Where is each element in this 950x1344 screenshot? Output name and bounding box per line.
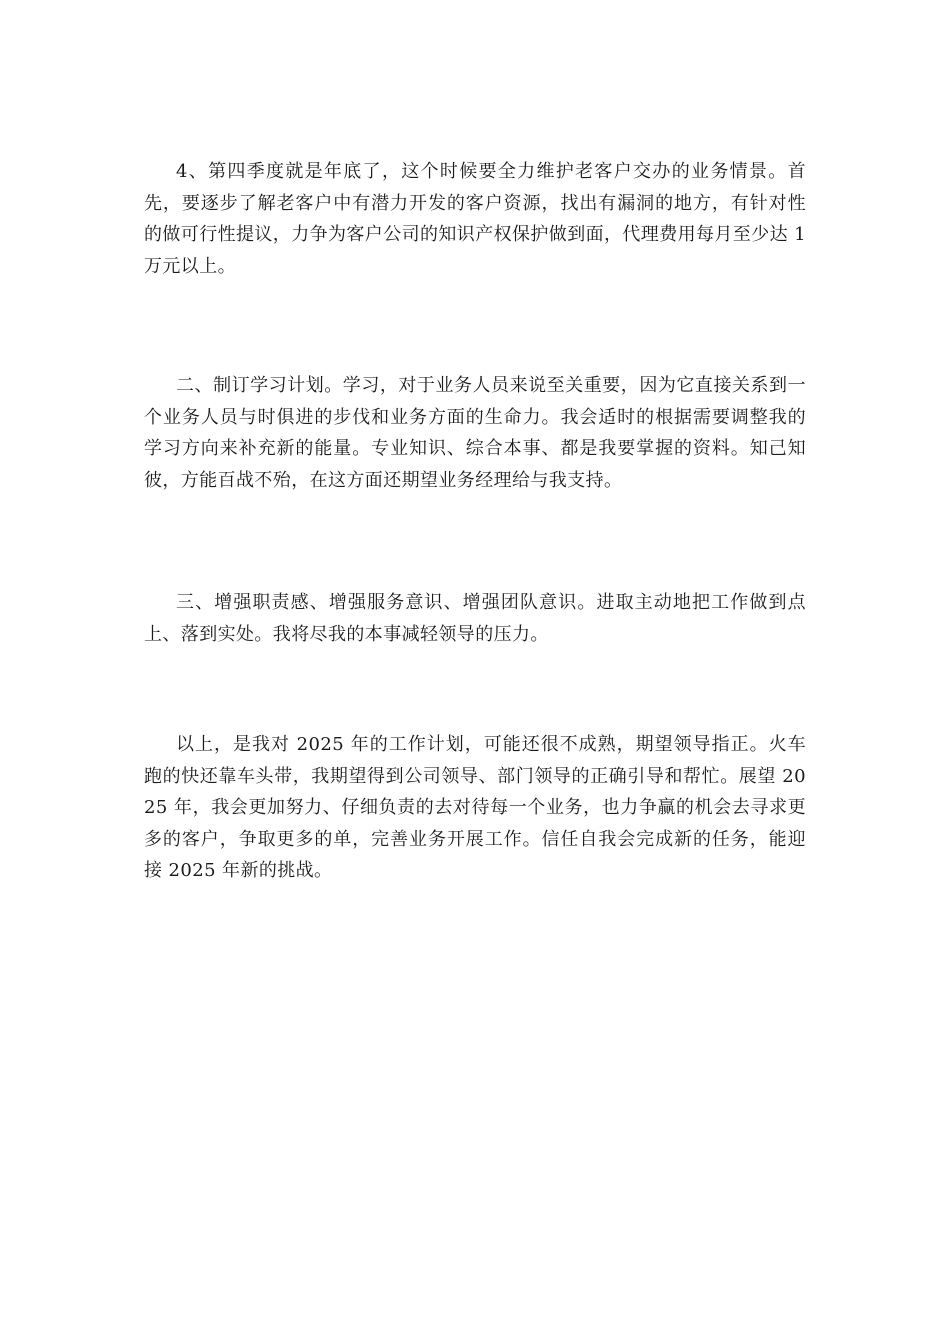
paragraph-responsibility: 三、增强职责感、增强服务意识、增强团队意识。进取主动地把工作做到点上、落到实处。我将尽我的本事减轻领导的压力。 bbox=[144, 592, 806, 645]
paragraph-study-plan: 二、制订学习计划。学习，对于业务人员来说至关重要，因为它直接关系到一个业务人员与时俱进的步伐和业务方面的生命力。我会适时的根据需要调整我的学习方向来补充新的能量。专业知识、综合本事、都是我要掌握的资料。知己知彼，方能百战不殆，在这方面还期望业务经理给与我支持。 bbox=[144, 375, 806, 491]
paragraph-q4-plan: 4、第四季度就是年底了，这个时候要全力维护老客户交办的业务情景。首先，要逐步了解老客户中有潜力开发的客户资源，找出有漏洞的地方，有针对性的做可行性提议，力争为客户公司的知识产权保护做到面，代理费用每月至少达 1 万元以上。 bbox=[144, 161, 806, 277]
paragraph-conclusion: 以上，是我对 2025 年的工作计划，可能还很不成熟，期望领导指正。火车跑的快还靠车头带，我期望得到公司领导、部门领导的正确引导和帮忙。展望 2025 年，我会更加努力、仔细负责的去对待每一个业务，也力争赢的机会去寻求更多的客户，争取更多的单，完善业务开展工作。信任自我会完成新的任务，能迎接 2025 年新的挑战。 bbox=[144, 734, 806, 881]
